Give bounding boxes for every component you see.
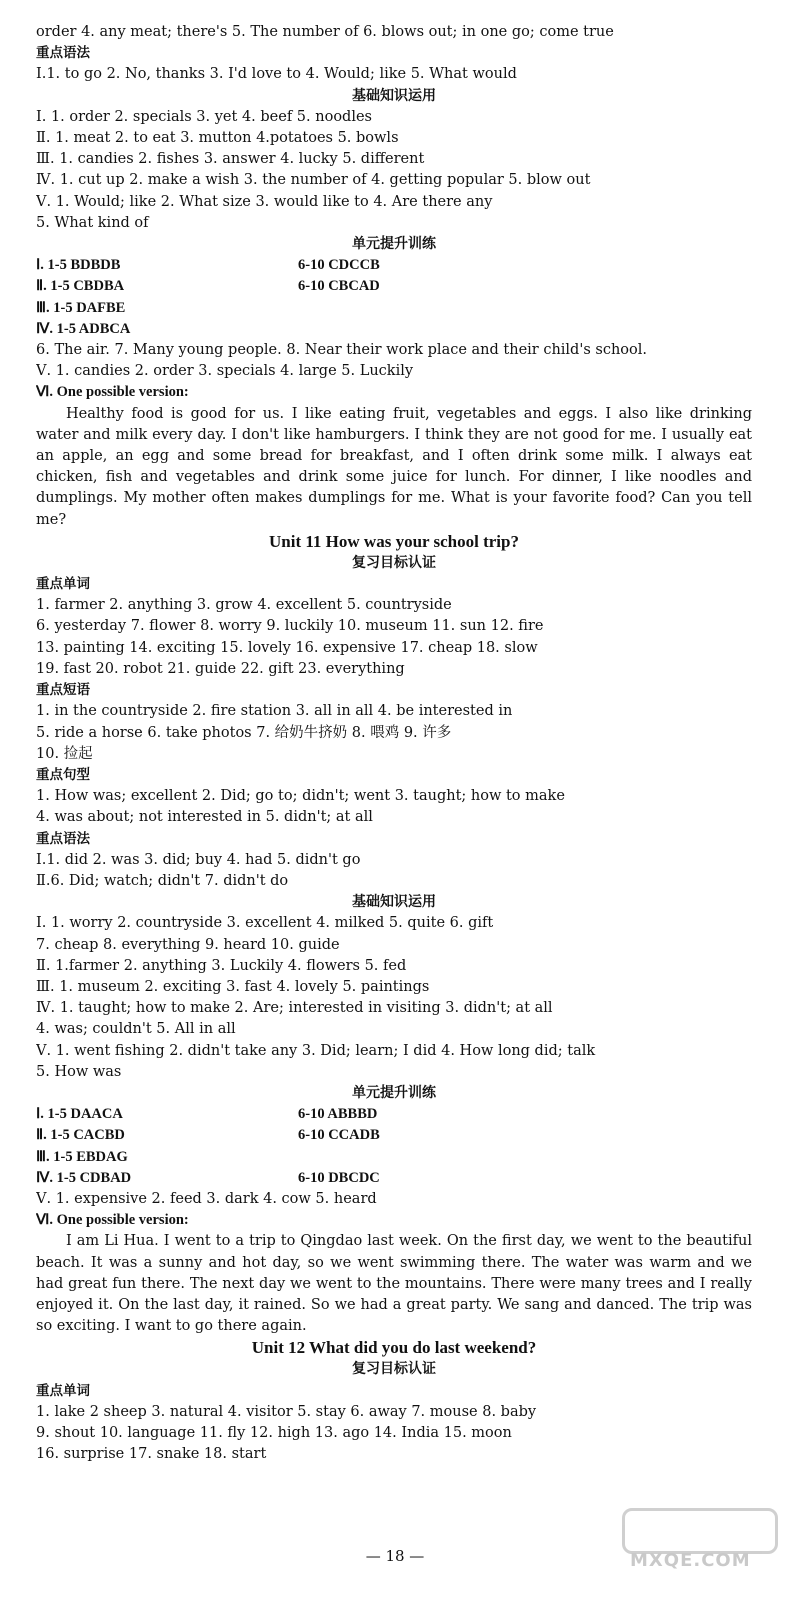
text-line: Ⅴ. 1. candies 2. order 3. specials 4. large 5. Luckily xyxy=(36,363,414,380)
text-line: 16. surprise 17. snake 18. start xyxy=(36,1446,267,1463)
text-line: 1. lake 2 sheep 3. natural 4. visitor 5. stay 6. away 7. mouse 8. baby xyxy=(36,1403,537,1420)
text-line: Ⅰ.1. did 2. was 3. did; buy 4. had 5. didn't go xyxy=(36,851,361,868)
answer-row xyxy=(36,276,752,297)
text-line: 6. The air. 7. Many young people. 8. Near their work place and their child's school. xyxy=(36,342,647,359)
section-title: 单元提升训练 xyxy=(352,1084,436,1101)
text-line: 4. was; couldn't 5. All in all xyxy=(36,1021,236,1038)
text-line: 4. was about; not interested in 5. didn't; at all xyxy=(36,809,373,826)
answer-key-left: Ⅱ. 1-5 CBDBA xyxy=(36,278,125,295)
answer-row xyxy=(36,255,752,276)
page-number: — 18 — xyxy=(365,1547,425,1565)
text-line: 19. fast 20. robot 21. guide 22. gift 23. everything xyxy=(36,660,405,677)
answer-row xyxy=(36,1168,752,1189)
text-line: 7. cheap 8. everything 9. heard 10. guide xyxy=(36,936,340,953)
text-line: 5. What kind of xyxy=(36,214,149,231)
text-line: Ⅰ. 1. worry 2. countryside 3. excellent 4. milked 5. quite 6. gift xyxy=(36,915,494,932)
section-title: 复习目标认证 xyxy=(352,554,436,571)
answer-key: Ⅲ. 1-5 EBDAG xyxy=(36,1148,128,1165)
section-heading: 重点语法 xyxy=(36,45,90,62)
text-line: 5. ride a horse 6. take photos 7. 给奶牛挤奶 8. 喂鸡 9. 许多 xyxy=(36,724,452,741)
watermark-logo xyxy=(622,1508,772,1572)
text-line: 1. in the countryside 2. fire station 3. all in all 4. be interested in xyxy=(36,703,513,720)
watermark-frame xyxy=(622,1508,778,1554)
sample-essay: Healthy food is good for us. I like eating fruit, vegetables and eggs. I also like drinking water and milk every day. I don't like hamburgers. I think they are not good for me. I usually eat an apple, an egg and some bread for breakfast, and I often drink some milk. I always eat chicken, fish and vegetables and drink some juice for lunch. For dinner, I like noodles and dumplings. My mother often makes dumplings for me. What is your favorite food? Can you tell me? xyxy=(36,405,752,528)
unit-title: Unit 12 What did you do last weekend? xyxy=(251,1338,537,1358)
section-title: 基础知识运用 xyxy=(352,894,436,911)
section-heading: 重点短语 xyxy=(36,682,90,699)
section-title: 单元提升训练 xyxy=(352,236,436,253)
section-heading: 重点句型 xyxy=(36,766,90,783)
text-line: 10. 捡起 xyxy=(36,745,93,762)
text-line: Ⅲ. 1. candies 2. fishes 3. answer 4. lucky 5. different xyxy=(36,151,425,168)
text-line: Ⅴ. 1. expensive 2. feed 3. dark 4. cow 5. heard xyxy=(36,1190,377,1207)
sample-essay: I am Li Hua. I went to a trip to Qingdao last week. On the first day, we went to the beautiful beach. It was a sunny and hot day, so we went swimming there. The water was warm and we had great fun there. The next day we went to the mountains. There were many trees and I really enjoyed it. On the last day, it rained. So we had a great party. We sang and danced. The trip was so exciting. I want to go there again. xyxy=(36,1233,752,1335)
text-line: Ⅲ. 1. museum 2. exciting 3. fast 4. lovely 5. paintings xyxy=(36,978,430,995)
text-line: 9. shout 10. language 11. fly 12. high 13. ago 14. India 15. moon xyxy=(36,1425,512,1441)
text-line: Ⅴ. 1. went fishing 2. didn't take any 3. Did; learn; I did 4. How long did; talk xyxy=(36,1042,596,1059)
answer-key-right: 6-10 ABBBD xyxy=(298,1106,378,1123)
section-heading: 重点语法 xyxy=(36,830,90,847)
text-line: Ⅱ. 1. meat 2. to eat 3. mutton 4.potatoes 5. bowls xyxy=(36,130,399,147)
answer-key-left: Ⅰ. 1-5 DAACA xyxy=(36,1106,123,1123)
section-heading: 重点单词 xyxy=(36,1382,90,1399)
text-line: Ⅱ.6. Did; watch; didn't 7. didn't do xyxy=(36,872,289,889)
text-line: 1. farmer 2. anything 3. grow 4. excellent 5. countryside xyxy=(36,597,452,614)
version-heading: Ⅵ. One possible version: xyxy=(36,1212,189,1229)
answer-row xyxy=(36,1125,752,1146)
text-line: Ⅳ. 1. cut up 2. make a wish 3. the number of 4. getting popular 5. blow out xyxy=(36,172,591,189)
text-line: 5. How was xyxy=(36,1063,122,1080)
unit-title: Unit 11 How was your school trip? xyxy=(269,531,519,551)
answer-page xyxy=(36,22,752,1465)
text-line: Ⅱ. 1.farmer 2. anything 3. Luckily 4. flowers 5. fed xyxy=(36,957,407,974)
answer-key: Ⅲ. 1-5 DAFBE xyxy=(36,299,126,316)
answer-key-left: Ⅳ. 1-5 CDBAD xyxy=(36,1169,132,1186)
text-line: 6. yesterday 7. flower 8. worry 9. luckily 10. museum 11. sun 12. fire xyxy=(36,618,544,635)
watermark-text: MXQE.COM xyxy=(630,1550,751,1571)
answer-key-right: 6-10 CBCAD xyxy=(298,278,380,295)
text-line: Ⅰ.1. to go 2. No, thanks 3. I'd love to 4. Would; like 5. What would xyxy=(36,66,517,83)
answer-row xyxy=(36,1104,752,1125)
text-line: Ⅰ. 1. order 2. specials 3. yet 4. beef 5. noodles xyxy=(36,108,372,125)
answer-key-left: Ⅰ. 1-5 BDBDB xyxy=(36,257,121,274)
version-heading: Ⅵ. One possible version: xyxy=(36,384,189,401)
section-title: 基础知识运用 xyxy=(352,87,436,104)
answer-key-left: Ⅱ. 1-5 CACBD xyxy=(36,1127,125,1144)
section-title: 复习目标认证 xyxy=(352,1361,436,1378)
answer-key-right: 6-10 CDCCB xyxy=(298,257,380,274)
answer-key-right: 6-10 CCADB xyxy=(298,1127,380,1144)
text-line: order 4. any meat; there's 5. The number of 6. blows out; in one go; come true xyxy=(36,24,614,40)
text-line: 1. How was; excellent 2. Did; go to; didn't; went 3. taught; how to make xyxy=(36,788,565,805)
answer-key: Ⅳ. 1-5 ADBCA xyxy=(36,320,131,337)
text-line: Ⅴ. 1. Would; like 2. What size 3. would like to 4. Are there any xyxy=(36,193,493,210)
text-line: Ⅳ. 1. taught; how to make 2. Are; interested in visiting 3. didn't; at all xyxy=(36,1000,553,1017)
section-heading: 重点单词 xyxy=(36,576,90,593)
answer-key-right: 6-10 DBCDC xyxy=(298,1169,380,1186)
text-line: 13. painting 14. exciting 15. lovely 16. expensive 17. cheap 18. slow xyxy=(36,639,538,656)
